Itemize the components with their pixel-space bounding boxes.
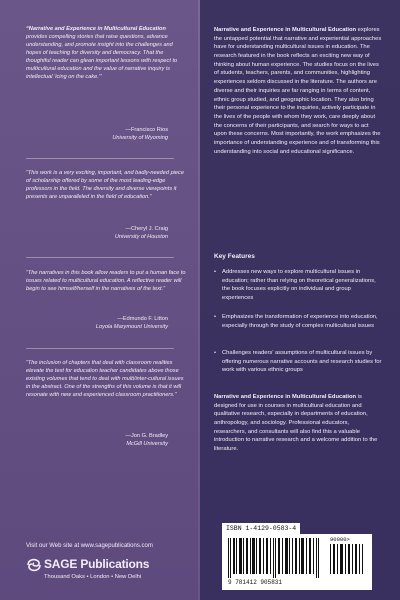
- endorsement-attribution: [115, 226, 168, 242]
- barcode: [222, 534, 372, 590]
- endorsement-quote: [26, 360, 186, 400]
- divider: [26, 257, 174, 258]
- publisher-name: SAGE Publications: [44, 557, 150, 571]
- quote-text: provides compelling stories that raise questions, advance understanding, and promote insight into the challenges and hopes of teaching for diversity and democracy. That the thoughtful reader can glean important lessons with respect to multicultural education and the value of narrative inquiry is intellectual ‘icing on the cake.’”: [26, 33, 178, 80]
- addon-barcode-icon: [330, 544, 364, 574]
- feature-text: Addresses new ways to explore multicultural issues in education; rather than relying on theoretical generalizations, the book focuses explicitly on individual and group experiences: [222, 269, 376, 302]
- endorsement-quote: [26, 26, 186, 82]
- quote-text: “The inclusion of chapters that deal with classroom realities elevate the text for education teacher candidates above those existing volumes that tend to deal with multi/inter-cultural issues in the abstract. One of the strengths of this volume is that it will resonate with new and experienced classroom practitioners.”: [26, 360, 184, 398]
- quote-text: “This work is a very exciting, important, and badly-needed piece of scholarship offered by some of the most leading-edge professors in the field. The diversity and diverse viewpoints it presents are unparalleled in the field of education.”: [26, 170, 184, 200]
- description-text: explores the untapped potential that narrative and experiential approaches have for understanding multicultural issues in education. The research featured in the book reflects an exciting new way of thinking about human experience. The studies focus on the lives of students, teachers, parents, and communities, highlighting experiences seldom discussed in the literature. The authors are diverse and their inquiries are far ranging in terms of content, ethnic group studied, and geographic location. They also bring their personal experience to the inquiries, actively participate in the lives of the people with whom they work, care deeply about the concerns of their participants, and search for ways to act upon these concerns. Most importantly, the work emphasizes the importance of understanding experience and of transforming this understanding into social and educational significance.: [214, 27, 382, 155]
- publisher-cities: Thousand Oaks • London • New Delhi: [44, 574, 142, 580]
- sage-logo-icon: [26, 557, 42, 573]
- closing-description: [214, 393, 382, 454]
- endorsements-panel: [0, 0, 198, 600]
- key-features-title: Key Features: [214, 253, 255, 260]
- quote-organization: University of Houston: [114, 233, 168, 240]
- publisher-logo: [26, 555, 176, 587]
- quote-organization: University of Wyoming: [112, 134, 168, 141]
- isbn-label: ISBN 1-4129-0583-4: [222, 523, 300, 534]
- bullet-icon: •: [214, 269, 217, 275]
- quote-author: —Francisco Rios: [125, 127, 168, 133]
- quote-organization: McGill University: [126, 440, 168, 447]
- barcode-icon: [228, 538, 324, 578]
- endorsement-attribution: [112, 127, 168, 143]
- closing-text: is designed for use in courses in multicultural education and qualitative research, especially in departments of education, anthropology, and sociology. Professional educators, researchers, and consultants will also find this a valuable introduction to narrative research and a welcome addition to the literature.: [214, 394, 378, 453]
- quote-text: “The narratives in this book allow readers to put a human face to issues related to multicultural education. A reflective reader will begin to see himself/herself in the narratives of the text.”: [26, 270, 186, 292]
- book-description: [214, 26, 382, 156]
- quote-title: “Narrative and Experience in Multicultural Education: [26, 26, 166, 32]
- price-code: 90000>: [330, 536, 350, 543]
- bullet-icon: •: [214, 350, 217, 356]
- website-note: Visit our Web site at www.sagepublications.com: [26, 543, 153, 549]
- bullet-icon: •: [214, 314, 217, 320]
- endorsement-quote: [26, 270, 186, 294]
- divider: [26, 158, 174, 159]
- quote-author: —Edmundo F. Litton: [117, 316, 168, 322]
- divider: [26, 348, 174, 349]
- endorsement-attribution: [96, 316, 168, 332]
- book-title: Narrative and Experience in Multicultural Education: [214, 394, 357, 400]
- quote-author: —Cheryl J. Craig: [125, 226, 168, 232]
- feature-text: Emphasizes the transformation of experience into education, especially through the study of complex multicultural issues: [222, 314, 378, 329]
- feature-text: Challenges readers’ assumptions of multicultural issues by offering numerous narrative accounts and research studies for work with various ethnic groups: [222, 350, 382, 374]
- barcode-number: 9 781412 905831: [228, 579, 283, 586]
- quote-author: —Jon G. Bradley: [125, 433, 168, 439]
- quote-organization: Loyola Marymount University: [95, 323, 168, 330]
- endorsement-attribution: [125, 433, 168, 449]
- endorsement-quote: [26, 170, 186, 202]
- book-title: Narrative and Experience in Multicultural Education: [214, 27, 357, 33]
